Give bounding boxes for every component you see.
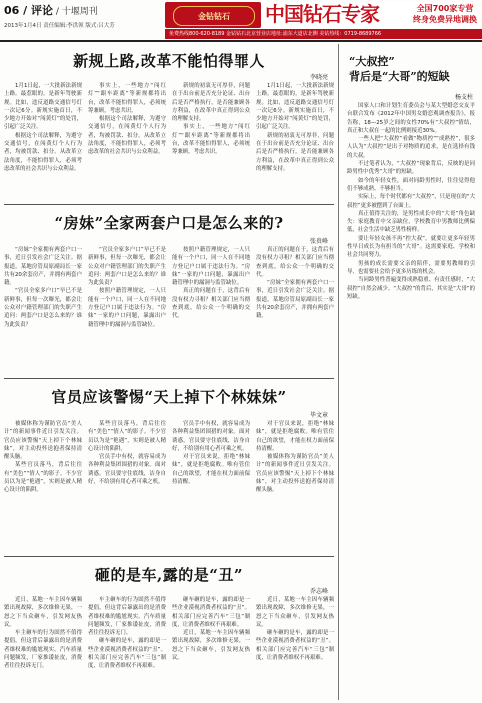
article-title: “房妹”全家两套户口是怎么来的? bbox=[54, 214, 284, 232]
paragraph: 新规的初衷无可厚非，问题在于出台前是否充分论证、出台后是否严格执行，是否能兼顾各方利益，在改革中真正得到公众的理解支持。 bbox=[256, 132, 334, 172]
article-title: 官员应该警惕“天上掉下个林妹妹” bbox=[51, 388, 287, 406]
paragraph: 某些官员落马，背后往往有“美色”“情人”的影子。不少官员以为是“艳遇”，实则是被人精心设计的陷阱。 bbox=[4, 462, 82, 494]
advert-slogan-line1: 全国700家专营 bbox=[416, 4, 474, 13]
paragraph: 真正的问题在于，这背后有没有权力寻租？相关部门应当彻查到底，给公众一个明确的交代。 bbox=[256, 247, 334, 278]
paragraph: 官员手中有权，就容易成为各种利益集团围猎的对象。面对诱惑，官员要守住底线，洁身自好，不给别有用心者可乘之机。 bbox=[172, 421, 250, 452]
page-header bbox=[0, 0, 482, 42]
paragraph: 车主砸车的行为固然不值得提倡，但这背后暴露出的是消费者维权难的尴尬现实。汽车质量问题频发，厂家推诿扯皮，消费者往往投诉无门。 bbox=[88, 597, 166, 637]
paragraph: “房妹”全家拥有两套户口一事，近日引发社会广泛关注。据报道，某地房管局原副局长一家共有20余套房产，并拥有两套户籍。 bbox=[256, 280, 334, 320]
paragraph: 按照户籍管理规定，一人只能有一个户口，同一人在不同地方登记户口属于违法行为。“房妹”一家的户口问题，暴露出户籍管理中的漏洞与监管缺位。 bbox=[88, 288, 166, 328]
paragraph: 国家人口和计划生育委员会与某大型婚恋交友平台联合发布《2012年中国男女婚恋观调查报告》，报告称，18—25岁之间的女性70%有“大叔控”情结，真正和大叔在一起的比例则接近30%。 bbox=[347, 103, 475, 134]
folio: 06 / 评论 / 十堰周刊 bbox=[4, 4, 98, 17]
section-name: 十堰周刊 bbox=[61, 7, 98, 17]
page-number: 06 bbox=[4, 4, 20, 17]
paragraph: 男孩的成长需要父亲的陪伴，需要男教师的引导，也需要社会给予更多历练的机会。 bbox=[347, 260, 475, 275]
paragraph: 对于官员来说，拒绝“林妹妹”，就是拒绝腐败。唯有管住自己的欲望，才能在权力面前保持清醒。 bbox=[172, 454, 250, 486]
paragraph: 如今的年轻女性，面对同龄男性时，往往觉得他们不够成熟、不够担当。 bbox=[347, 177, 475, 192]
paragraph: 某些官员落马，背后往往有“美色”“情人”的影子。不少官员以为是“艳遇”，实则是被人精心设计的陷阱。 bbox=[88, 421, 166, 452]
paragraph: 官员手中有权，就容易成为各种利益集团围猎的对象。面对诱惑，官员要守住底线，洁身自好，不给别有用心者可乘之机。 bbox=[88, 454, 166, 486]
paragraph: 根据这个司法解释，为遵守交通信号，在闯黄灯个人行为者，均被罚款、扣分。从改革立法角度，不能怕得罪人，必须考虑改革的社会共识与公众利益。 bbox=[4, 132, 82, 172]
paragraph: 1月1日起，一大批新法新规上路。最惹眼的，是新年驾驶新规。比如，违反道路交通信号灯一次记6分。新规实施首日，不少地方开始对“闯黄灯”的处罚，引起广泛关注。 bbox=[256, 83, 334, 131]
article-3 bbox=[4, 380, 334, 554]
advert-banner bbox=[263, 2, 480, 28]
article-body bbox=[4, 246, 334, 374]
article-title: 砸的是车,露的是“丑” bbox=[95, 566, 243, 584]
paragraph: 一些人把“大叔控”看做“物质控”“成熟控”，很多人认为“大叔控”是出于对物质的追求，是在选择有钱的大叔。 bbox=[347, 136, 475, 159]
sidebar-title bbox=[349, 54, 450, 84]
article-author: 毕文章 bbox=[309, 412, 328, 419]
advert-slogan-line2: 终身免费异地调换 bbox=[413, 15, 477, 24]
paragraph: “官员全家多户口”早已不是新鲜事，但每一次曝光，都会让公众对户籍管理部门的失职产生追问：两套户口是怎么来的？谁为此负责？ bbox=[4, 288, 82, 328]
jewelry-logo: 金钻钻石 bbox=[173, 6, 255, 26]
paragraph: 新规的初衷无可厚非，问题在于出台前是否充分论证、出台后是否严格执行，是否能兼顾各方利益，在改革中真正得到公众的理解支持。 bbox=[172, 83, 250, 123]
paragraph: 对于官员来说，拒绝“林妹妹”，就是拒绝腐败。唯有管住自己的欲望，才能在权力面前保持清醒。 bbox=[256, 421, 334, 452]
paragraph: 被媒体称为谨防官员“美人计”的新闻事件近日引发关注。官员应该警惕“天上掉下个林妹妹”，对主动投怀送抱者保持清醒头脑。 bbox=[256, 454, 334, 494]
column-name: 评论 bbox=[31, 4, 53, 17]
paragraph: 不过笔者认为，“大叔控”现象背后，反映的是同龄男性中优秀“大哥”的短缺。 bbox=[347, 161, 475, 176]
sidebar-title-line2: 背后是“大哥”的短缺 bbox=[349, 70, 450, 83]
folio-block bbox=[4, 2, 154, 29]
paragraph: 砸车砸的是车，露的却是一些企业漠视消费者权益的“丑”。相关部门应完善汽车“三包”制度，让消费者维权不再艰难。 bbox=[172, 597, 250, 628]
paragraph: 真正的问题在于，这背后有没有权力寻租？相关部门应当彻查到底，给公众一个明确的交代。 bbox=[172, 288, 250, 320]
paragraph: “房妹”全家拥有两套户口一事，近日引发社会广泛关注。据报道，某地房管局原副局长一家共有20余套房产，并拥有两套户籍。 bbox=[4, 247, 82, 287]
article-divider bbox=[4, 204, 334, 205]
paragraph: 砸车砸的是车，露的却是一些企业漠视消费者权益的“丑”。相关部门应完善汽车“三包”制度，让消费者维权不再艰难。 bbox=[256, 630, 334, 662]
article-body bbox=[4, 420, 334, 552]
advert-logo-box bbox=[165, 2, 261, 28]
article-title: 新规上路,改革不能怕得罪人 bbox=[73, 52, 265, 70]
article-author: 李晓亮 bbox=[309, 74, 328, 81]
paragraph: 砸车砸的是车，露的却是一些企业漠视消费者权益的“丑”。相关部门应完善汽车“三包”制度，让消费者维权不再艰难。 bbox=[88, 638, 166, 670]
paragraph: 1月1日起，一大批新法新规上路。最惹眼的，是新年驾驶新规。比如，违反道路交通信号灯一次记6分。新规实施首日，不少地方开始对“闯黄灯”的处罚，引起广泛关注。 bbox=[4, 83, 82, 131]
article-divider bbox=[4, 378, 334, 379]
paragraph: 按照户籍管理规定，一人只能有一个户口，同一人在不同地方登记户口属于违法行为。“房妹”一家的户口问题，暴露出户籍管理中的漏洞与监管缺位。 bbox=[172, 247, 250, 287]
advert-strip: 免费热线800-620-8189 金钻钻石北京营业店地址:浦东大道店北侧 美钻热线：0719-8689766 bbox=[165, 29, 482, 39]
paragraph: 实际上，每个时代都有“大叔控”，只是现在的“大叔控”更多被摆到了台面上。 bbox=[347, 194, 475, 209]
paragraph: 事实上，一些地方“闯红灯”“跟车距离”等新规都将出台，改革不能怕得罪人，必须统筹兼顾，考虑共识。 bbox=[172, 124, 250, 156]
paragraph: 被媒体称为谨防官员“美人计”的新闻事件近日引发关注。官员应该警惕“天上掉下个林妹妹”，对主动投怀送抱者保持清醒头脑。 bbox=[4, 421, 82, 461]
paragraph: 事实上，一些地方“闯红灯”“跟车距离”等新规都将出台，改革不能怕得罪人，必须统筹兼顾，考虑共识。 bbox=[88, 83, 166, 114]
article-author: 张贵峰 bbox=[309, 238, 328, 245]
paragraph: 近日，某地一车主因车辆频繁出现故障，多次维修无果，一怒之下当众砸车，引发网友热议。 bbox=[172, 630, 250, 662]
sidebar-column bbox=[338, 44, 481, 700]
advert-headline: 中国钻石专家 bbox=[265, 2, 379, 26]
paragraph: 车主砸车的行为固然不值得提倡，但这背后暴露出的是消费者维权难的尴尬现实。汽车质量问题频发，厂家推诿扯皮，消费者往往投诉无门。 bbox=[4, 630, 82, 670]
article-author: 乔志峰 bbox=[309, 588, 328, 595]
paragraph: 根据这个司法解释，为遵守交通信号，在闯黄灯个人行为者，均被罚款、扣分。从改革立法角度，不能怕得罪人，必须考虑改革的社会共识与公众利益。 bbox=[88, 116, 166, 156]
paragraph: 当同龄男性普遍变得成熟稳重、有责任感时，“大叔控”自然会减少。“大叔控”的背后，其实是“大哥”的短缺。 bbox=[347, 277, 475, 300]
article-body bbox=[4, 596, 334, 700]
paragraph: “官员全家多户口”早已不是新鲜事，但每一次曝光，都会让公众对户籍管理部门的失职产生追问：两套户口是怎么来的？谁为此负责？ bbox=[88, 247, 166, 287]
article-body bbox=[4, 82, 334, 200]
sidebar-body bbox=[347, 102, 475, 696]
paragraph: 要让年轻女孩不再“控大叔”，就要让更多年轻男性早日成长为有担当的“大哥”。这需要家庭、学校和社会共同努力。 bbox=[347, 235, 475, 259]
paragraph: 真正值得关注的，是男性成长中的“大哥”角色缺失：家庭教育中父亲缺位，学校教育中男教师比例偏低，社会生活中缺乏男性榜样。 bbox=[347, 210, 475, 234]
article-2 bbox=[4, 206, 334, 376]
paragraph: 近日，某地一车主因车辆频繁出现故障，多次维修无果，一怒之下当众砸车，引发网友热议。 bbox=[256, 597, 334, 628]
edition-line: 2013年1月4日 责任编辑:李洪领 版式:吕大芳 bbox=[4, 23, 115, 29]
paragraph: 近日，某地一车主因车辆频繁出现故障，多次维修无果，一怒之下当众砸车，引发网友热议。 bbox=[4, 597, 82, 628]
advert-slogan bbox=[412, 3, 478, 25]
article-divider bbox=[4, 556, 334, 557]
sidebar-title-line1: “大叔控” bbox=[349, 55, 395, 68]
article-1 bbox=[4, 44, 334, 202]
sidebar-author: 杨支柱 bbox=[454, 94, 473, 101]
article-4 bbox=[4, 558, 334, 700]
header-rule bbox=[0, 40, 482, 42]
